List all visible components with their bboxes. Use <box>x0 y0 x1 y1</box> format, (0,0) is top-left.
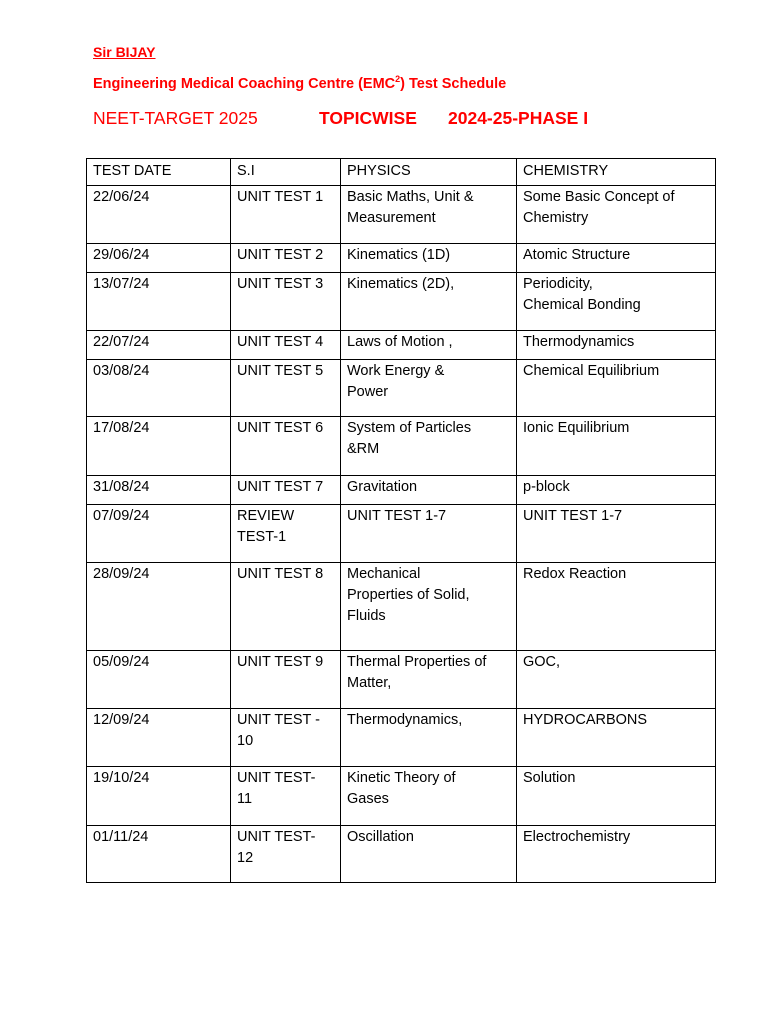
test-date-cell: 01/11/24 <box>87 826 231 883</box>
author-name: Sir BIJAY <box>93 44 156 60</box>
si-cell: UNIT TEST 5 <box>231 360 341 417</box>
test-date-cell: 07/09/24 <box>87 505 231 563</box>
physics-topic-cell: Kinematics (2D), <box>341 273 517 331</box>
chemistry-topic-cell: GOC, <box>517 651 716 709</box>
si-cell: UNIT TEST 3 <box>231 273 341 331</box>
target-label: NEET-TARGET 2025 <box>93 108 258 128</box>
si-cell: REVIEW TEST-1 <box>231 505 341 563</box>
test-date-cell: 05/09/24 <box>87 651 231 709</box>
header-si: S.I <box>231 159 341 186</box>
physics-topic-cell: Thermodynamics, <box>341 709 517 767</box>
si-cell: UNIT TEST 6 <box>231 417 341 476</box>
table-row <box>87 273 716 331</box>
table-row <box>87 476 716 505</box>
centre-title-superscript: 2 <box>395 74 401 85</box>
test-date-cell: 17/08/24 <box>87 417 231 476</box>
si-cell: UNIT TEST - 10 <box>231 709 341 767</box>
test-date-cell: 03/08/24 <box>87 360 231 417</box>
test-date-cell: 31/08/24 <box>87 476 231 505</box>
chemistry-topic-cell: Electrochemistry <box>517 826 716 883</box>
chemistry-topic-cell: Thermodynamics <box>517 331 716 360</box>
test-date-cell: 13/07/24 <box>87 273 231 331</box>
header-chemistry: CHEMISTRY <box>517 159 716 186</box>
chemistry-topic-cell: Solution <box>517 767 716 826</box>
test-date-cell: 19/10/24 <box>87 767 231 826</box>
chemistry-topic-cell: UNIT TEST 1-7 <box>517 505 716 563</box>
table-row <box>87 186 716 244</box>
chemistry-topic-cell: Periodicity, Chemical Bonding <box>517 273 716 331</box>
physics-topic-cell: Mechanical Properties of Solid, Fluids <box>341 563 517 651</box>
phase-label: 2024-25-PHASE I <box>448 108 589 128</box>
si-cell: UNIT TEST 1 <box>231 186 341 244</box>
si-cell: UNIT TEST- 11 <box>231 767 341 826</box>
table-row <box>87 360 716 417</box>
schedule-body <box>87 186 716 883</box>
chemistry-topic-cell: Some Basic Concept of Chemistry <box>517 186 716 244</box>
physics-topic-cell: Gravitation <box>341 476 517 505</box>
test-date-cell: 29/06/24 <box>87 244 231 273</box>
test-date-cell: 12/09/24 <box>87 709 231 767</box>
physics-topic-cell: Kinematics (1D) <box>341 244 517 273</box>
physics-topic-cell: Kinetic Theory of Gases <box>341 767 517 826</box>
table-row <box>87 563 716 651</box>
physics-topic-cell: Basic Maths, Unit & Measurement <box>341 186 517 244</box>
physics-topic-cell: Thermal Properties of Matter, <box>341 651 517 709</box>
centre-title <box>93 76 506 92</box>
chemistry-topic-cell: HYDROCARBONS <box>517 709 716 767</box>
si-cell: UNIT TEST- 12 <box>231 826 341 883</box>
physics-topic-cell: System of Particles &RM <box>341 417 517 476</box>
test-date-cell: 28/09/24 <box>87 563 231 651</box>
physics-topic-cell: Oscillation <box>341 826 517 883</box>
table-row <box>87 709 716 767</box>
table-row <box>87 505 716 563</box>
type-label: TOPICWISE <box>319 108 417 128</box>
chemistry-topic-cell: Chemical Equilibrium <box>517 360 716 417</box>
header-physics: PHYSICS <box>341 159 517 186</box>
si-cell: UNIT TEST 7 <box>231 476 341 505</box>
test-date-cell: 22/06/24 <box>87 186 231 244</box>
table-row <box>87 417 716 476</box>
table-row <box>87 331 716 360</box>
physics-topic-cell: UNIT TEST 1-7 <box>341 505 517 563</box>
chemistry-topic-cell: p-block <box>517 476 716 505</box>
chemistry-topic-cell: Atomic Structure <box>517 244 716 273</box>
centre-title-suffix: ) Test Schedule <box>400 76 507 92</box>
schedule-table <box>86 158 716 883</box>
centre-title-prefix: Engineering Medical Coaching Centre (EMC <box>93 76 396 92</box>
chemistry-topic-cell: Ionic Equilibrium <box>517 417 716 476</box>
table-row <box>87 767 716 826</box>
chemistry-topic-cell: Redox Reaction <box>517 563 716 651</box>
si-cell: UNIT TEST 8 <box>231 563 341 651</box>
table-header-row <box>87 159 716 186</box>
physics-topic-cell: Laws of Motion , <box>341 331 517 360</box>
test-date-cell: 22/07/24 <box>87 331 231 360</box>
table-row <box>87 651 716 709</box>
header-test-date: TEST DATE <box>87 159 231 186</box>
si-cell: UNIT TEST 9 <box>231 651 341 709</box>
physics-topic-cell: Work Energy & Power <box>341 360 517 417</box>
table-row <box>87 244 716 273</box>
si-cell: UNIT TEST 2 <box>231 244 341 273</box>
table-row <box>87 826 716 883</box>
si-cell: UNIT TEST 4 <box>231 331 341 360</box>
